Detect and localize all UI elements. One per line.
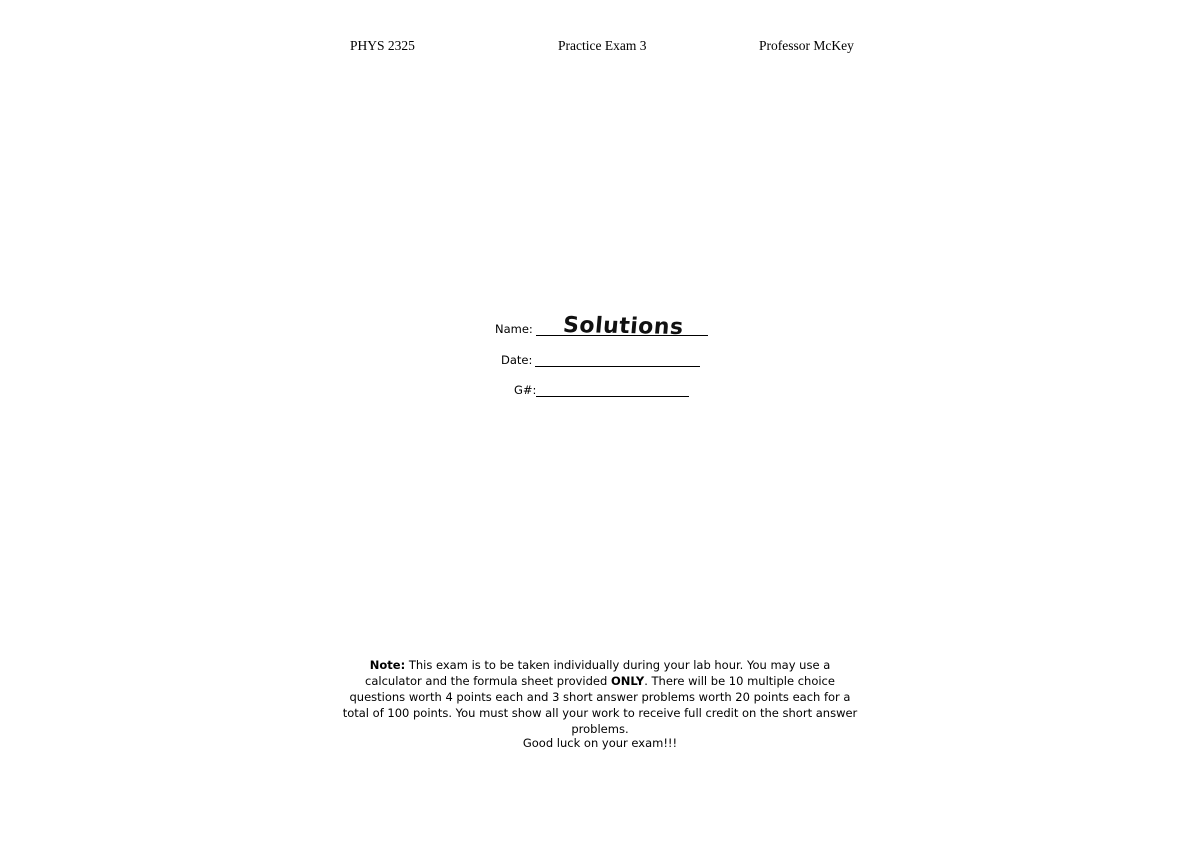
- date-field: [501, 353, 700, 367]
- note-text-part2: . There will be 10 multiple choice questions worth 4 points each and 3 short answer problems worth 20 points each for a total of 100 points. You must show all your work to receive full credit on the short answer problems.: [342, 674, 858, 736]
- exam-title: Practice Exam 3: [558, 38, 647, 53]
- g-number-line: [536, 384, 689, 397]
- date-label: Date:: [501, 353, 533, 367]
- closing-message: Good luck on your exam!!!: [522, 736, 678, 750]
- name-line: [536, 312, 708, 341]
- course-code: PHYS 2325: [350, 38, 415, 53]
- g-number-label: G#:: [514, 383, 537, 397]
- date-line: [535, 354, 700, 367]
- name-label: Name:: [495, 322, 533, 336]
- g-number-field: [514, 383, 689, 397]
- name-field: [495, 312, 708, 341]
- note-emphasis: ONLY: [610, 674, 645, 688]
- instructor-name: Professor McKey: [759, 38, 854, 53]
- note-label: Note:: [369, 658, 406, 672]
- exam-note: [340, 657, 860, 737]
- handwritten-name: Solutions: [561, 312, 685, 341]
- note-text-part1: This exam is to be taken individually during your lab hour. You may use a calculator and the formula sheet provided: [365, 658, 831, 688]
